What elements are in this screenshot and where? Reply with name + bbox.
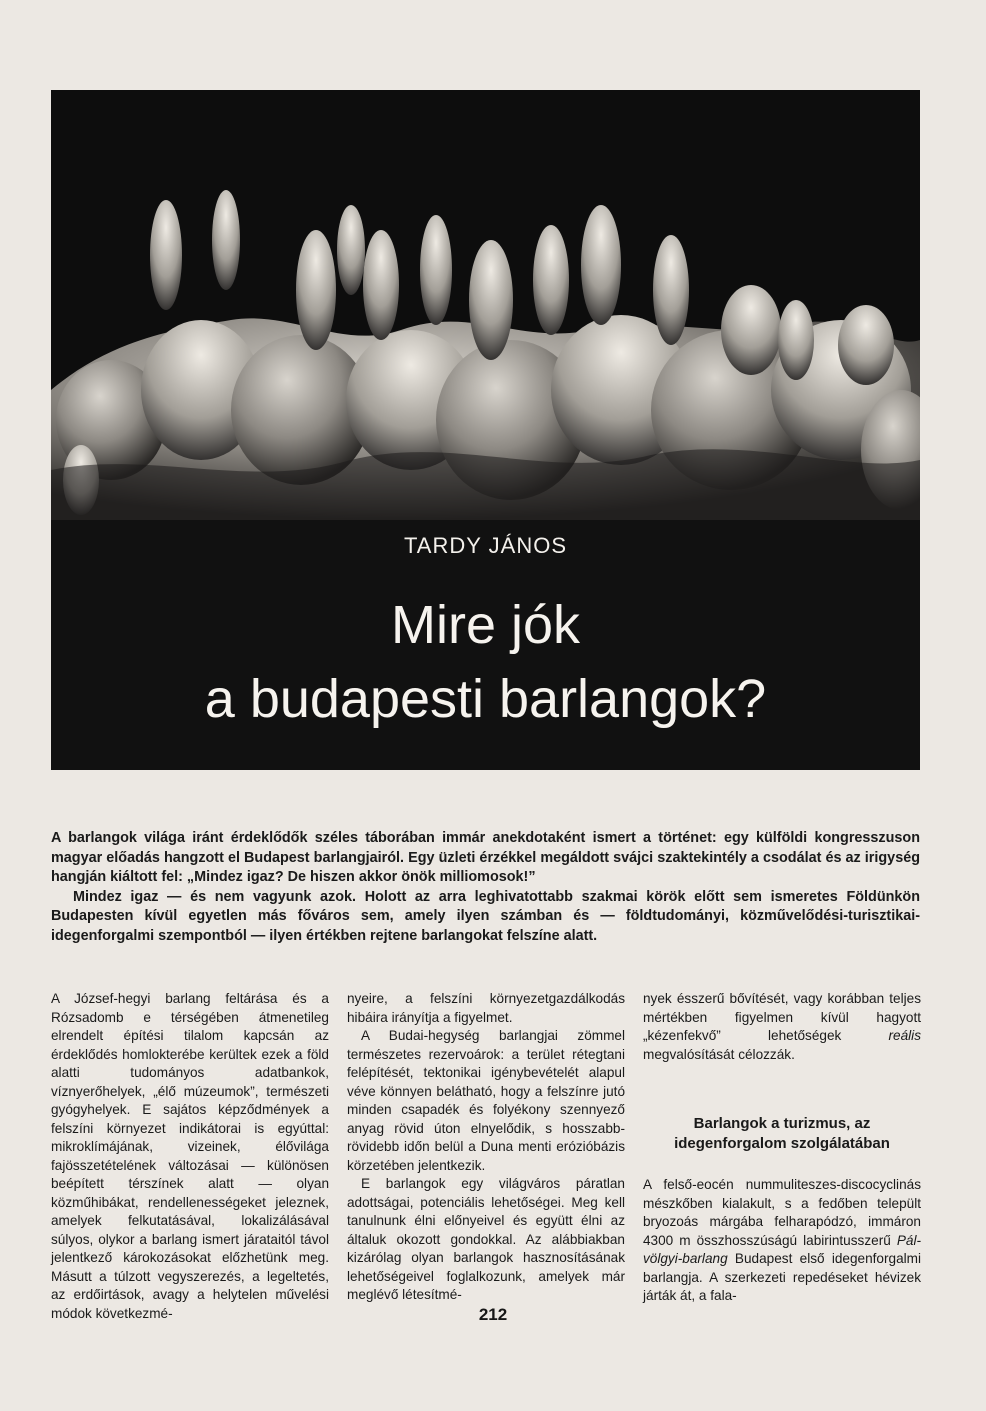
col3-p1-text-b: megvalósítását célozzák.: [643, 1046, 795, 1062]
col3-paragraph-1: [643, 990, 921, 1064]
col3-paragraph-2: [643, 1176, 921, 1306]
section-subheading: Barlangok a turizmus, az idegenforgalom szolgálatában: [674, 1115, 890, 1152]
article-title: [51, 588, 920, 736]
col3-p2-text-b: Budapest első idegenforgalmi barlangja. A szerkezeti repedéseket hévizek járták át, a fala-: [643, 1251, 922, 1303]
column-1: [51, 990, 329, 1323]
title-line-2: a budapesti barlangok?: [204, 669, 767, 729]
col3-p2-italic: Pál-völgyi-barlang: [643, 1232, 921, 1266]
column-3: [643, 990, 921, 1306]
col1-paragraph-1: A József-hegyi barlang feltárása és a Rózsadomb e térségében átmenetileg elrendelt építési tilalom kapcsán az érdeklődés homlokterébe kerültek ezek a föld alatti tudományos adatbankok, víznyerőhelyek, „élő múzeumok”, természeti gyógyhelyek. E sajátos képződmények a felszíni környezet indikátorai is egyúttal: mikroklímájának, vizeinek, élővilága fajösszetételének változásai — különösen beépített térszínek alatt — olyan közműhibákat, rendellenességeket jeleznek, amelyek felkutatásával, lokalizálásával súlyos, olykor a barlang ismert járataitól távol jelentkező károkozásokat előzhetünk meg. Másutt a túlzott vegyszerezés, a legeltetés, az erdőirtások, avagy a helytelen művelési módok következmé-: [51, 991, 329, 1321]
col2-paragraph-1: nyeire, a felszíni környezetgazdálkodás hibáira irányítja a figyelmet.: [347, 991, 625, 1025]
author-byline: TARDY JÁNOS: [404, 533, 567, 558]
lead-paragraph-2: Mindez igaz — és nem vagyunk azok. Holott az arra leghivatottabb szakmai körök előtt sem ismeretes Földünkön Budapesten kívül egyetlen más főváros sem, amely ilyen számban és — földtudományi, közművelődési-turisztikai-idegenforgalmi szempontból — ilyen értékben rejtene barlangokat felszíne alatt.: [51, 888, 920, 944]
col2-paragraph-2: A Budai-hegység barlangjai zömmel természetes rezervoárok: a terület rétegtani felépítését, tektonikai igénybevételét alapul véve könnyen belátható, hogy a felszínre jutó minden csapadék és folyékony szennyező anyag rövid úton elnyelődik, s hosszabb-rövidebb időn belül a Duna menti erózióbázis körzetében jelentkezik.: [347, 1028, 625, 1173]
col3-p1-italic: reális: [888, 1028, 921, 1043]
col2-paragraph-3: E barlangok egy világváros páratlan adottságai, potenciális lehetőségei. Meg kell tanulnunk élni előnyeivel és együtt élni az általuk okozott gondokkal. Az alábbiakban kizárólag olyan barlangok hasznosításának lehetőségeivel foglalkozunk, amelyek már meglévő létesítmé-: [347, 1176, 625, 1302]
page-number: 212: [478, 1305, 508, 1324]
lead-paragraph: [51, 829, 920, 947]
col3-p1-text-a: nyek ésszerű bővítését, vagy korábban teljes mértékben figyelmen kívül hagyott „kézenfekvő” lehetőségek: [643, 991, 921, 1043]
column-2: [347, 990, 625, 1305]
col3-p2-text-a: A felső-eocén nummuliteszes-discocyclinás mészkőben kialakult, s a fedőben települt bryozoás márgába felharapódzó, immáron 4300 m összhosszúságú labirintusszerű: [643, 1177, 921, 1248]
cave-formation-photo: [51, 90, 920, 520]
hero-block: [51, 90, 920, 770]
title-line-1: Mire jók: [390, 595, 581, 655]
lead-paragraph-1: A barlangok világa iránt érdeklődők széles táborában immár anekdotaként ismert a történet: egy külföldi kongresszuson magyar előadás hangzott el Budapest barlangjairól. Egy üzleti érzékkel megáldott svájci szaktekintély a csodálat és az irigység hangján kiáltott fel: „Mindez igaz? De hiszen akkor önök milliomosok!”: [51, 830, 920, 886]
